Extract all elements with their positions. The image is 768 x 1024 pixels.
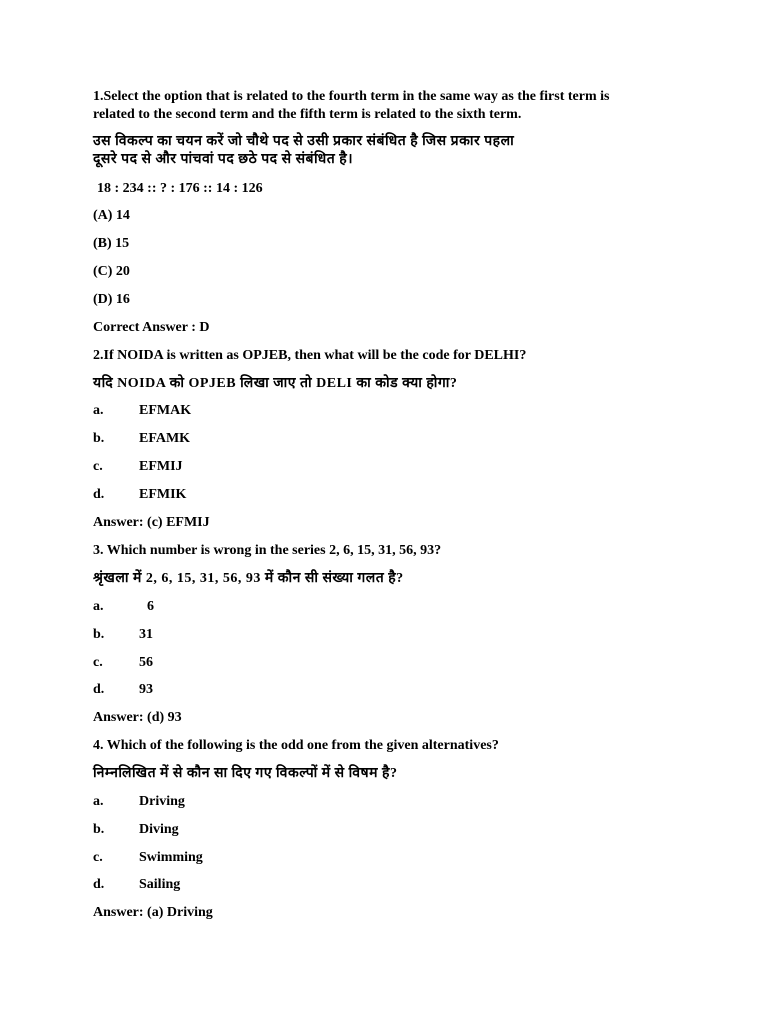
option-value: 56: [139, 655, 153, 670]
option-value: 31: [139, 627, 153, 642]
option-letter: a.: [93, 403, 104, 418]
q1-answer: Correct Answer : D: [93, 320, 210, 335]
option-value: EFMIK: [139, 487, 187, 502]
option-letter: a.: [93, 794, 104, 809]
q3-option-c: [93, 654, 153, 672]
q3-option-a: [93, 598, 154, 616]
q1-expression: 18 : 234 :: ? : 176 :: 14 : 126: [97, 181, 263, 196]
q3-option-b: [93, 626, 153, 644]
q2-option-b: [93, 430, 190, 448]
q3-answer: Answer: (d) 93: [93, 710, 182, 725]
option-letter: b.: [93, 431, 105, 446]
option-letter: b.: [93, 627, 105, 642]
q4-option-a: [93, 793, 185, 811]
option-value: Sailing: [139, 877, 181, 892]
q1-option-d: (D) 16: [93, 292, 130, 307]
option-value: EFMIJ: [139, 459, 183, 474]
option-value: 6: [147, 599, 154, 614]
option-value: 93: [139, 682, 153, 697]
q1-question-line2: related to the second term and the fifth term is related to the sixth term.: [93, 107, 522, 122]
option-value: EFMAK: [139, 403, 192, 418]
q4-question: 4. Which of the following is the odd one from the given alternatives?: [93, 738, 499, 753]
option-value: EFAMK: [139, 431, 191, 446]
option-letter: d.: [93, 682, 105, 697]
option-value: Swimming: [139, 850, 203, 865]
q1-option-c: (C) 20: [93, 264, 130, 279]
option-letter: c.: [93, 459, 103, 474]
q1-hindi-line1: उस विकल्प का चयन करें जो चौथे पद से उसी प्रकार संबंधित है जिस प्रकार पहला: [93, 134, 515, 149]
q1-question-line1: 1.Select the option that is related to the fourth term in the same way as the first term is: [93, 89, 610, 104]
option-letter: d.: [93, 487, 105, 502]
q2-option-c: [93, 458, 183, 476]
option-value: Driving: [139, 794, 185, 809]
q4-option-b: [93, 821, 179, 839]
q3-hindi: श्रृंखला में 2, 6, 15, 31, 56, 93 में कौन सी संख्या गलत है?: [93, 571, 404, 586]
q2-option-a: [93, 402, 191, 420]
option-letter: c.: [93, 850, 103, 865]
q2-hindi: यदि NOIDA को OPJEB लिखा जाए तो DELI का कोड क्या होगा?: [93, 376, 458, 391]
option-letter: c.: [93, 655, 103, 670]
q4-hindi: निम्नलिखित में से कौन सा दिए गए विकल्पों में से विषम है?: [93, 766, 398, 781]
q1-option-a: (A) 14: [93, 208, 130, 223]
option-letter: d.: [93, 877, 105, 892]
q4-option-d: [93, 876, 180, 894]
q2-option-d: [93, 486, 186, 504]
option-letter: a.: [93, 599, 104, 614]
q1-option-b: (B) 15: [93, 236, 130, 251]
q2-question: 2.If NOIDA is written as OPJEB, then what will be the code for DELHI?: [93, 348, 527, 363]
q1-hindi-line2: दूसरे पद से और पांचवां पद छठे पद से संबंधित है।: [93, 152, 353, 167]
q3-option-d: [93, 681, 153, 699]
q4-answer: Answer: (a) Driving: [93, 905, 213, 920]
option-letter: b.: [93, 822, 105, 837]
q2-answer: Answer: (c) EFMIJ: [93, 515, 210, 530]
option-value: Diving: [139, 822, 179, 837]
q3-question: 3. Which number is wrong in the series 2, 6, 15, 31, 56, 93?: [93, 543, 442, 558]
q4-option-c: [93, 849, 203, 867]
